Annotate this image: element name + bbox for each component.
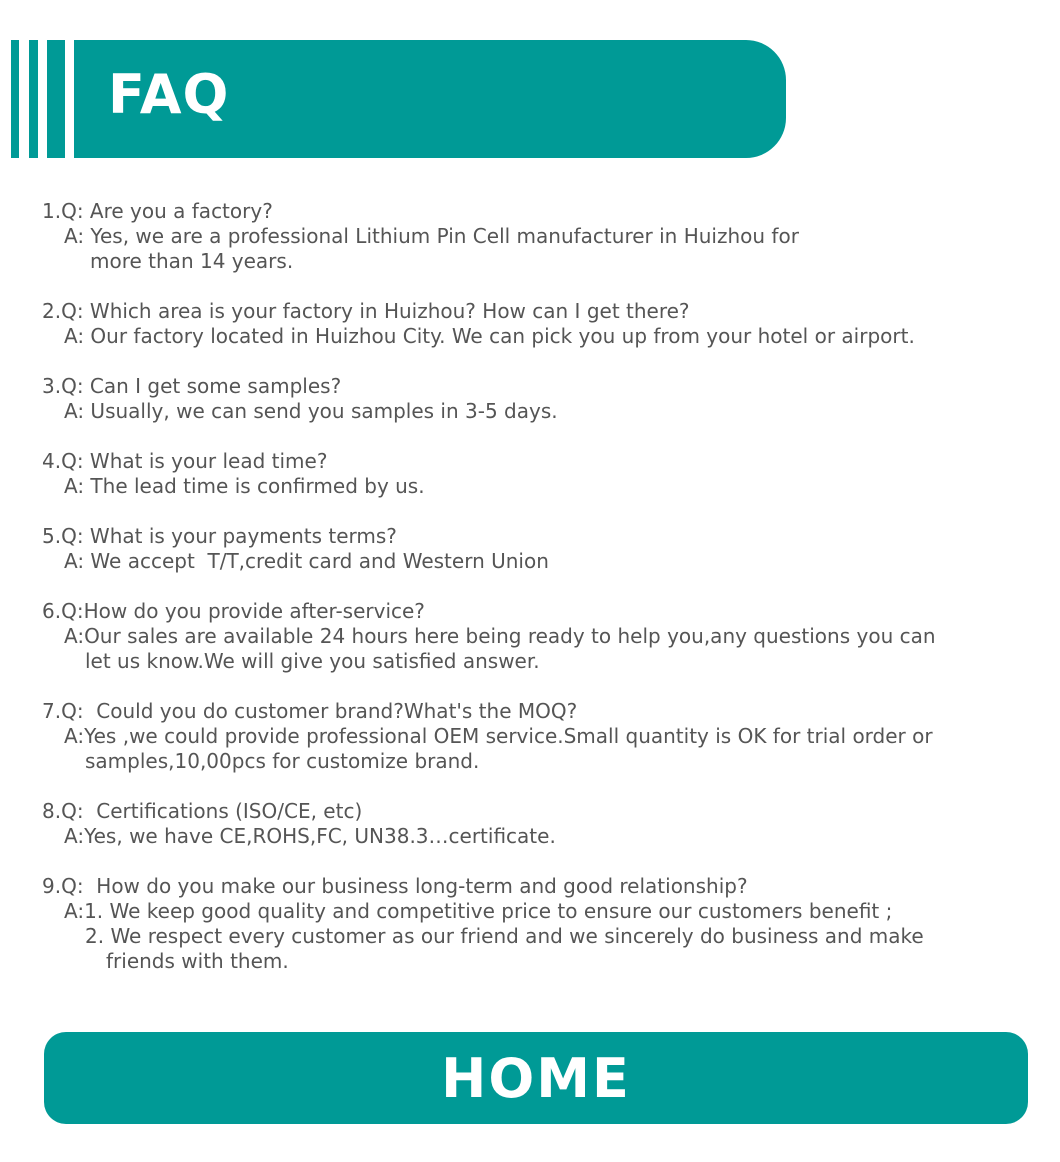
faq-item [42,799,1042,849]
faq-question: 4.Q: What is your lead time? [42,449,328,473]
faq-answer: A: We accept T/T,credit card and Western Union [64,549,549,573]
faq-item [42,699,1042,774]
faq-answer: A: Our factory located in Huizhou City. We can pick you up from your hotel or airport. [64,324,915,348]
faq-answer: A:Yes ,we could provide professional OEM service.Small quantity is OK for trial order or [64,724,933,748]
faq-question: 1.Q: Are you a factory? [42,199,273,223]
header-stripe [29,40,38,158]
faq-banner [74,40,786,158]
faq-question: 8.Q: Certifications (ISO/CE, etc) [42,799,363,823]
faq-answer: A: Yes, we are a professional Lithium Pin Cell manufacturer in Huizhou for [64,224,799,248]
faq-list [42,199,1042,999]
faq-item [42,874,1042,974]
faq-question: 5.Q: What is your payments terms? [42,524,397,548]
faq-question: 7.Q: Could you do customer brand?What's the MOQ? [42,699,578,723]
faq-answer-continued: samples,10,00pcs for customize brand. [85,749,480,773]
faq-question: 2.Q: Which area is your factory in Huizhou? How can I get there? [42,299,690,323]
faq-answer: A:Yes, we have CE,ROHS,FC, UN38.3…certificate. [64,824,556,848]
faq-answer: A: The lead time is confirmed by us. [64,474,425,498]
faq-item [42,524,1042,574]
faq-answer: A:Our sales are available 24 hours here being ready to help you,any questions you can [64,624,936,648]
faq-answer-continued: more than 14 years. [90,249,294,273]
page-title: FAQ [108,63,230,126]
faq-question: 6.Q:How do you provide after-service? [42,599,425,623]
faq-item [42,199,1042,274]
faq-answer-continued: let us know.We will give you satisfied answer. [85,649,540,673]
home-button-label: HOME [441,1046,631,1110]
faq-item [42,374,1042,424]
faq-answer: A: Usually, we can send you samples in 3-5 days. [64,399,558,423]
header-stripe [47,40,65,158]
faq-question: 3.Q: Can I get some samples? [42,374,342,398]
home-button[interactable] [44,1032,1028,1124]
faq-answer-continued: friends with them. [106,949,289,973]
faq-item [42,299,1042,349]
header-stripe [11,40,19,158]
faq-item [42,599,1042,674]
faq-answer-continued: 2. We respect every customer as our friend and we sincerely do business and make [85,924,924,948]
faq-item [42,449,1042,499]
faq-question: 9.Q: How do you make our business long-term and good relationship? [42,874,748,898]
faq-answer: A:1. We keep good quality and competitive price to ensure our customers benefit ; [64,899,893,923]
